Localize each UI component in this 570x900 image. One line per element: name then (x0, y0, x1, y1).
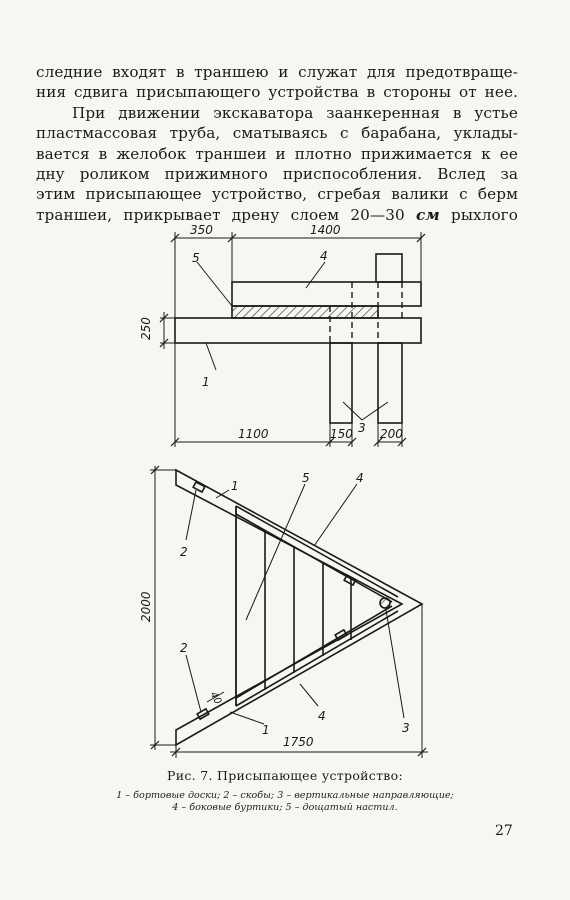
dim-250-label: 250 (139, 317, 153, 340)
figure-caption: Рис. 7. Присыпающее устройство: (167, 768, 403, 783)
text-line: вается в желобок траншеи и плотно прижимается к ее (36, 144, 518, 163)
label-3-top: 3 (358, 421, 366, 435)
text-line: пластмассовая труба, сматываясь с барабана, уклады- (36, 124, 518, 143)
dim-1100-label: 1100 (238, 427, 269, 441)
dim-350-label: 350 (190, 223, 213, 237)
dim-40-label: 40 (207, 690, 224, 707)
page-number: 27 (495, 823, 513, 839)
guide-3c-top-rect (376, 254, 402, 282)
label-3-bottom: 3 (402, 721, 410, 735)
label-4-top: 4 (320, 249, 328, 263)
dim-200-label: 200 (380, 427, 403, 441)
label-2-bottom-low: 2 (180, 641, 188, 655)
label-1-bottom-top: 1 (231, 479, 239, 493)
text-line: следние входят в траншею и служат для предотвраще- (36, 63, 518, 81)
dim-2000-label: 2000 (139, 591, 153, 622)
board-1-rect (175, 318, 421, 343)
text-line: При движении экскаватора заанкеренная в устье (72, 103, 518, 122)
label-4-bottom-low: 4 (318, 709, 326, 723)
label-5-bottom: 5 (302, 471, 310, 485)
text-fragment: траншеи, прикрывает дрену слоем 20—30 (36, 205, 416, 224)
board-4-rect (232, 282, 421, 306)
label-1-top: 1 (202, 375, 210, 389)
label-5-top: 5 (192, 251, 200, 265)
text-line: ния сдвига присыпающего устройства в стороны от нее. (36, 83, 518, 102)
label-4-bottom-top: 4 (356, 471, 364, 485)
unit-cm: см (415, 205, 440, 224)
text-line: дну роликом прижимного приспособления. Вслед за (36, 165, 518, 184)
dim-1750-label: 1750 (283, 735, 314, 749)
deck-5-rect (232, 306, 378, 318)
text-line: этим присыпающее устройство, сгребая валики с берм (36, 185, 518, 204)
figure-legend-line1: 1 – бортовые доски; 2 – скобы; 3 – вертикальные направляющие; (116, 790, 454, 801)
dim-1400-label: 1400 (310, 223, 341, 237)
guide-3a-rect (330, 343, 352, 423)
label-1-bottom-low: 1 (262, 723, 270, 737)
label-2-bottom-top: 2 (180, 545, 188, 559)
figure-legend-line2: 4 – боковые буртики; 5 – дощатый настил. (172, 802, 398, 813)
figure-bottom-drawing (150, 466, 428, 758)
text-fragment: рыхлого (439, 205, 518, 224)
dim-150-label: 150 (330, 427, 353, 441)
guide-3b-rect (378, 343, 402, 423)
